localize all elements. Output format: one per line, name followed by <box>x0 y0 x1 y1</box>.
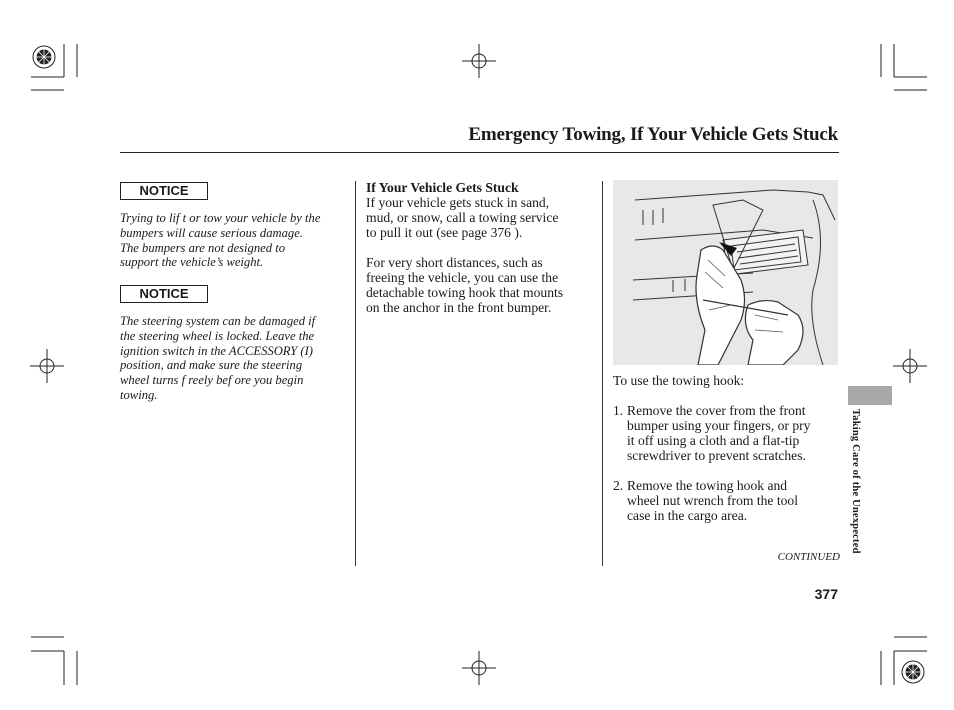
steps-list <box>613 403 843 538</box>
notice-line: Trying to lif t or tow your vehicle by the <box>120 211 321 225</box>
page-title: Emergency Towing, If Your Vehicle Gets Stuck <box>468 124 838 145</box>
notice-line: ignition switch in the ACCESSORY (I) <box>120 343 313 358</box>
section-heading: If Your Vehicle Gets Stuck <box>366 180 519 195</box>
step-item <box>613 478 843 523</box>
paragraph <box>366 255 598 315</box>
title-rule <box>120 152 839 153</box>
text-line: case in the cargo area. <box>627 508 748 523</box>
text-line: wheel nut wrench from the tool <box>627 493 799 508</box>
hands-removing-cover-illustration <box>613 180 838 365</box>
notice-line: support the vehicle’s weight. <box>120 255 264 270</box>
notice-line: towing. <box>120 387 158 402</box>
step-number: 1. <box>613 403 624 418</box>
stuck-section <box>366 180 598 315</box>
text-line: If your vehicle gets stuck in sand, <box>366 195 550 210</box>
paragraph <box>366 195 598 240</box>
step-item <box>613 403 843 463</box>
bumper-cover-illustration <box>613 180 838 365</box>
notice-line: the steering wheel is locked. Leave the <box>120 328 315 343</box>
notice-text-steering <box>120 314 352 403</box>
notice-line: position, and make sure the steering <box>120 358 303 373</box>
text-line: on the anchor in the front bumper. <box>366 300 552 315</box>
column-divider <box>602 181 603 566</box>
text-line: Remove the towing hook and <box>627 478 788 493</box>
section-label <box>850 409 866 579</box>
section-label-text: Taking Care of the Unexpected <box>850 409 861 554</box>
page-number: 377 <box>814 586 838 602</box>
text-line: detachable towing hook that mounts <box>366 285 564 300</box>
continued-label: CONTINUED <box>777 551 840 563</box>
text-line: it off using a cloth and a flat-tip <box>627 433 800 448</box>
notice-badge: NOTICE <box>120 285 208 303</box>
step-number: 2. <box>613 478 624 493</box>
text-line: For very short distances, such as <box>366 255 543 270</box>
text-line: bumper using your fingers, or pry <box>627 418 811 433</box>
text-line: to pull it out (see page 376 ). <box>366 225 523 240</box>
notice-text-bumpers <box>120 211 352 270</box>
text-line: screwdriver to prevent scratches. <box>627 448 806 463</box>
notice-line: wheel turns f reely bef ore you begin <box>120 373 304 388</box>
section-tab <box>848 386 892 405</box>
notice-line: bumpers will cause serious damage. <box>120 225 303 240</box>
steps-intro: To use the towing hook: <box>613 373 745 388</box>
notice-line: The steering system can be damaged if <box>120 314 316 328</box>
text-line: freeing the vehicle, you can use the <box>366 270 559 285</box>
text-line: mud, or snow, call a towing service <box>366 210 559 225</box>
column-divider <box>355 181 356 566</box>
text-line: Remove the cover from the front <box>627 403 806 418</box>
notice-line: The bumpers are not designed to <box>120 240 285 255</box>
notice-badge: NOTICE <box>120 182 208 200</box>
